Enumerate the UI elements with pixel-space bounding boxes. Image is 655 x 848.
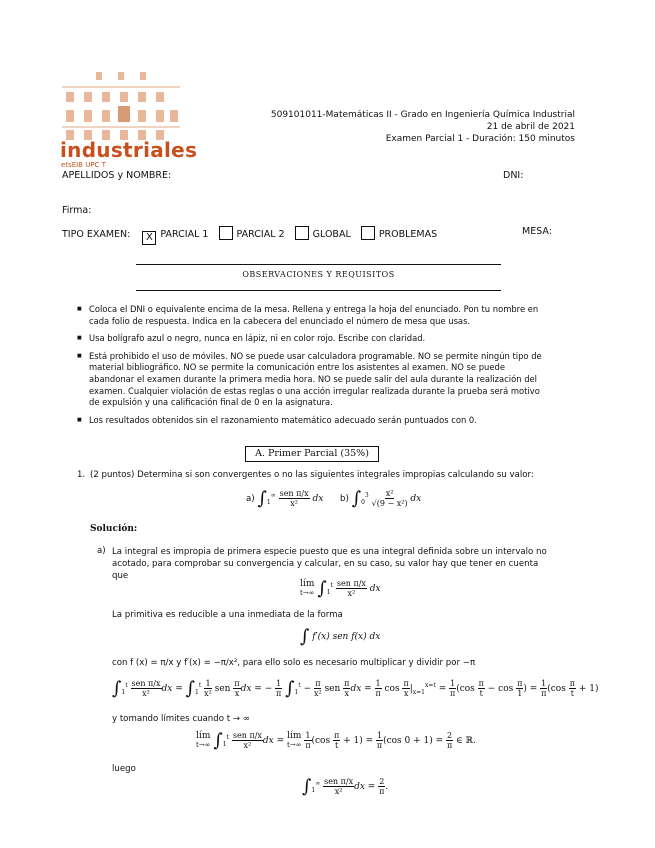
exam-type-label: TIPO EXAMEN: [62, 229, 131, 240]
fraction: $\frac{1}{\pi}$ [450, 679, 456, 698]
observation-item: ■ Está prohibido el uso de móviles. NO se puede usar calculadora programable. NO se permite ningún tipo de material bibliográfico. NO se permite la comunicación entre los asistentes al examen. NO se puede abandonar el examen durante la primera media hora. NO se puede salir del aula durante la realización del examen. Cualquier violación de estas reglas o una acción irregular realizada durante la prueba será motivo de expulsión y una calificación final de 0 en la asignatura. [77, 351, 549, 409]
observation-item: ■ Usa bolígrafo azul o negro, nunca en lápiz, ni en color rojo. Escribe con claridad. [77, 333, 549, 345]
integral-sign: ∫ [351, 488, 362, 509]
fraction: $\frac{\text{sen π/x}}{\text{x²}}$ [324, 777, 354, 796]
integral-sign: ∫ [213, 730, 223, 751]
fraction: $\frac{1}{\text{x²}}$ [204, 679, 212, 698]
limit-operator: lím t→∞ [287, 730, 302, 749]
exam-date: 21 de abril de 2021 [486, 122, 575, 132]
solution-a-label: a) [97, 546, 106, 556]
integral-sign: ∫ [317, 578, 327, 599]
fraction: $\frac{2}{\pi}$ [379, 777, 385, 796]
fraction: $\frac{\pi}{1}$ [517, 679, 523, 698]
limit-computation: lím t→∞ $\int_1^t$ $\frac{\text{sen π/x}}{\text{x²}}$ dx = lím t→∞ $\frac{1}{\pi}$ (cos $\frac{\pi}{t}$ + 1) = $\frac{1}{\pi}$ (cos 0 + 1) = $\frac{2}{\pi}$ ∈ ℝ. [196, 730, 476, 751]
luego-text: luego [112, 764, 136, 774]
integral-b: b) $\int_0^3$ $\frac{\text{x²}}{\text{√(9 − x²)}}$ dx [340, 488, 422, 509]
fraction: $\frac{\text{sen π/x}}{\text{x²}}$ [279, 489, 309, 508]
signature-label: Firma: [62, 205, 92, 216]
dni-label: DNI: [503, 170, 524, 181]
integral-sign: ∫ [300, 626, 310, 647]
divider-bottom [136, 290, 501, 291]
integral-sign: ∫ [185, 678, 196, 699]
fraction: $\frac{1}{\pi}$ [305, 731, 311, 750]
final-result: $\int_1^\infty$ $\frac{\text{sen π/x}}{\text{x²}}$ dx = $\frac{2}{\pi}$ . [302, 776, 389, 797]
fraction: $\frac{\text{sen π/x}}{\text{x²}}$ [232, 731, 262, 750]
limit-operator: lím t→∞ [196, 730, 211, 749]
integral-sign: ∫ [112, 678, 122, 699]
school-logo-building [62, 68, 180, 142]
fraction: $\frac{\pi}{t}$ [478, 679, 484, 698]
primitive-computation: $\int_1^t$ $\frac{\text{sen π/x}}{\text{x²}}$ dx = $\int_1^t$ $\frac{1}{\text{x²}}$ sen $\frac{\pi}{x}$ dx = − $\frac{1}{\pi}$ $\int_1^t$ − $\frac{\pi}{\text{x²}}$ sen $\frac{\pi}{x}$ dx = $\frac{1}{\pi}$ cos $\frac{\pi}{x}$ $|_{x=1}^{x=t}$ = $\frac{1}{\pi}$ (cos $\frac{\pi}{t}$ − cos $\frac{\pi}{1}$ ) = $\frac{1}{\pi}$ (cos $\frac{\pi}{t}$ + 1) [112, 678, 599, 699]
observation-item: ■ Coloca el DNI o equivalente encima de la mesa. Rellena y entrega la hoja del enunciado. Pon tu nombre en cada folio de respuesta. Indica en la cabecera del enunciado el número de mesa que usas. [77, 304, 549, 327]
part-a-label: a) [246, 494, 255, 504]
desk-label: MESA: [522, 226, 552, 237]
checkbox-parcial1[interactable]: X [142, 231, 156, 245]
fraction: $\frac{\text{sen π/x}}{\text{x²}}$ [131, 679, 161, 698]
problem-number: 1. [77, 470, 86, 480]
fraction: $\frac{1}{\pi}$ [376, 731, 383, 750]
course-title: 509101011-Matemáticas II - Grado en Ingeniería Química Industrial [270, 110, 575, 120]
option-parcial2-label: PARCIAL 2 [236, 229, 285, 240]
option-problemas-label: PROBLEMAS [378, 229, 438, 240]
integral-sign: ∫ [302, 776, 312, 797]
school-logo-subtitle: etsEIB UPC T [61, 161, 106, 169]
divider-top [136, 264, 501, 265]
part-b-label: b) [340, 494, 349, 504]
primitive-text: La primitiva es reducible a una inmediata de la forma [112, 610, 343, 620]
observation-item: ■ Los resultados obtenidos sin el razonamiento matemático adecuado serán puntuados con 0. [77, 415, 549, 427]
section-title: A. Primer Parcial (35%) [245, 446, 379, 462]
fraction: $\frac{\pi}{x}$ [344, 679, 350, 698]
limit-expression: lím t→∞ $\int_1^t$ $\frac{\text{sen π/x}}{\text{x²}}$ dx [300, 578, 381, 599]
fraction: $\frac{\pi}{x}$ [403, 679, 409, 698]
fraction: $\frac{\pi}{\text{x²}}$ [313, 679, 322, 698]
fraction: $\frac{\pi}{t}$ [569, 679, 575, 698]
exam-type-row [62, 226, 582, 245]
option-parcial1-label: PARCIAL 1 [160, 229, 209, 240]
con-text: con f (x) = π/x y f′(x) = −π/x², para ello solo es necesario multiplicar y dividir por −π [112, 658, 476, 668]
limit-operator: lím t→∞ [300, 578, 315, 597]
integral-a: a) $\int_1^\infty$ $\frac{\text{sen π/x}}{\text{x²}}$ dx [246, 488, 324, 509]
primitive-form: ∫ f′(x) sen f(x) dx [300, 626, 381, 647]
fraction: $\frac{\pi}{t}$ [333, 731, 340, 750]
problem-statement: (2 puntos) Determina si son convergentes o no las siguientes integrales impropias calculando su valor: [90, 470, 534, 480]
integral-sign: ∫ [285, 678, 295, 699]
exam-header [271, 109, 575, 145]
limits-text: y tomando límites cuando t → ∞ [112, 714, 250, 724]
solution-label: Solución: [90, 524, 138, 534]
fraction: $\frac{\text{x²}}{\text{√(9 − x²)}}$ [371, 489, 408, 508]
solution-a-text: La integral es impropia de primera especie puesto que es una integral definida sobre un intervalo no acotado, para comprobar su convergencia y calcular, en su caso, su valor hay que tener en cuenta que [112, 547, 547, 581]
fraction: $\frac{1}{\pi}$ [276, 679, 282, 698]
exam-type-duration: Examen Parcial 1 - Duración: 150 minutos [385, 134, 575, 144]
observations-title: OBSERVACIONES Y REQUISITOS [242, 270, 395, 279]
observations-list [77, 304, 549, 432]
fraction: $\frac{\text{sen π/x}}{\text{x²}}$ [336, 579, 366, 598]
checkbox-global[interactable] [295, 226, 309, 240]
checkbox-parcial2[interactable] [219, 226, 233, 240]
fraction: $\frac{1}{\pi}$ [541, 679, 547, 698]
option-global-label: GLOBAL [312, 229, 351, 240]
school-logo-wordmark: industriales [60, 138, 198, 162]
fraction: $\frac{1}{\pi}$ [375, 679, 381, 698]
integral-sign: ∫ [257, 488, 267, 509]
fraction: $\frac{\pi}{x}$ [234, 679, 240, 698]
name-label: APELLIDOS y NOMBRE: [62, 170, 172, 181]
checkbox-problemas[interactable] [361, 226, 375, 240]
fraction: $\frac{2}{\pi}$ [446, 731, 453, 750]
